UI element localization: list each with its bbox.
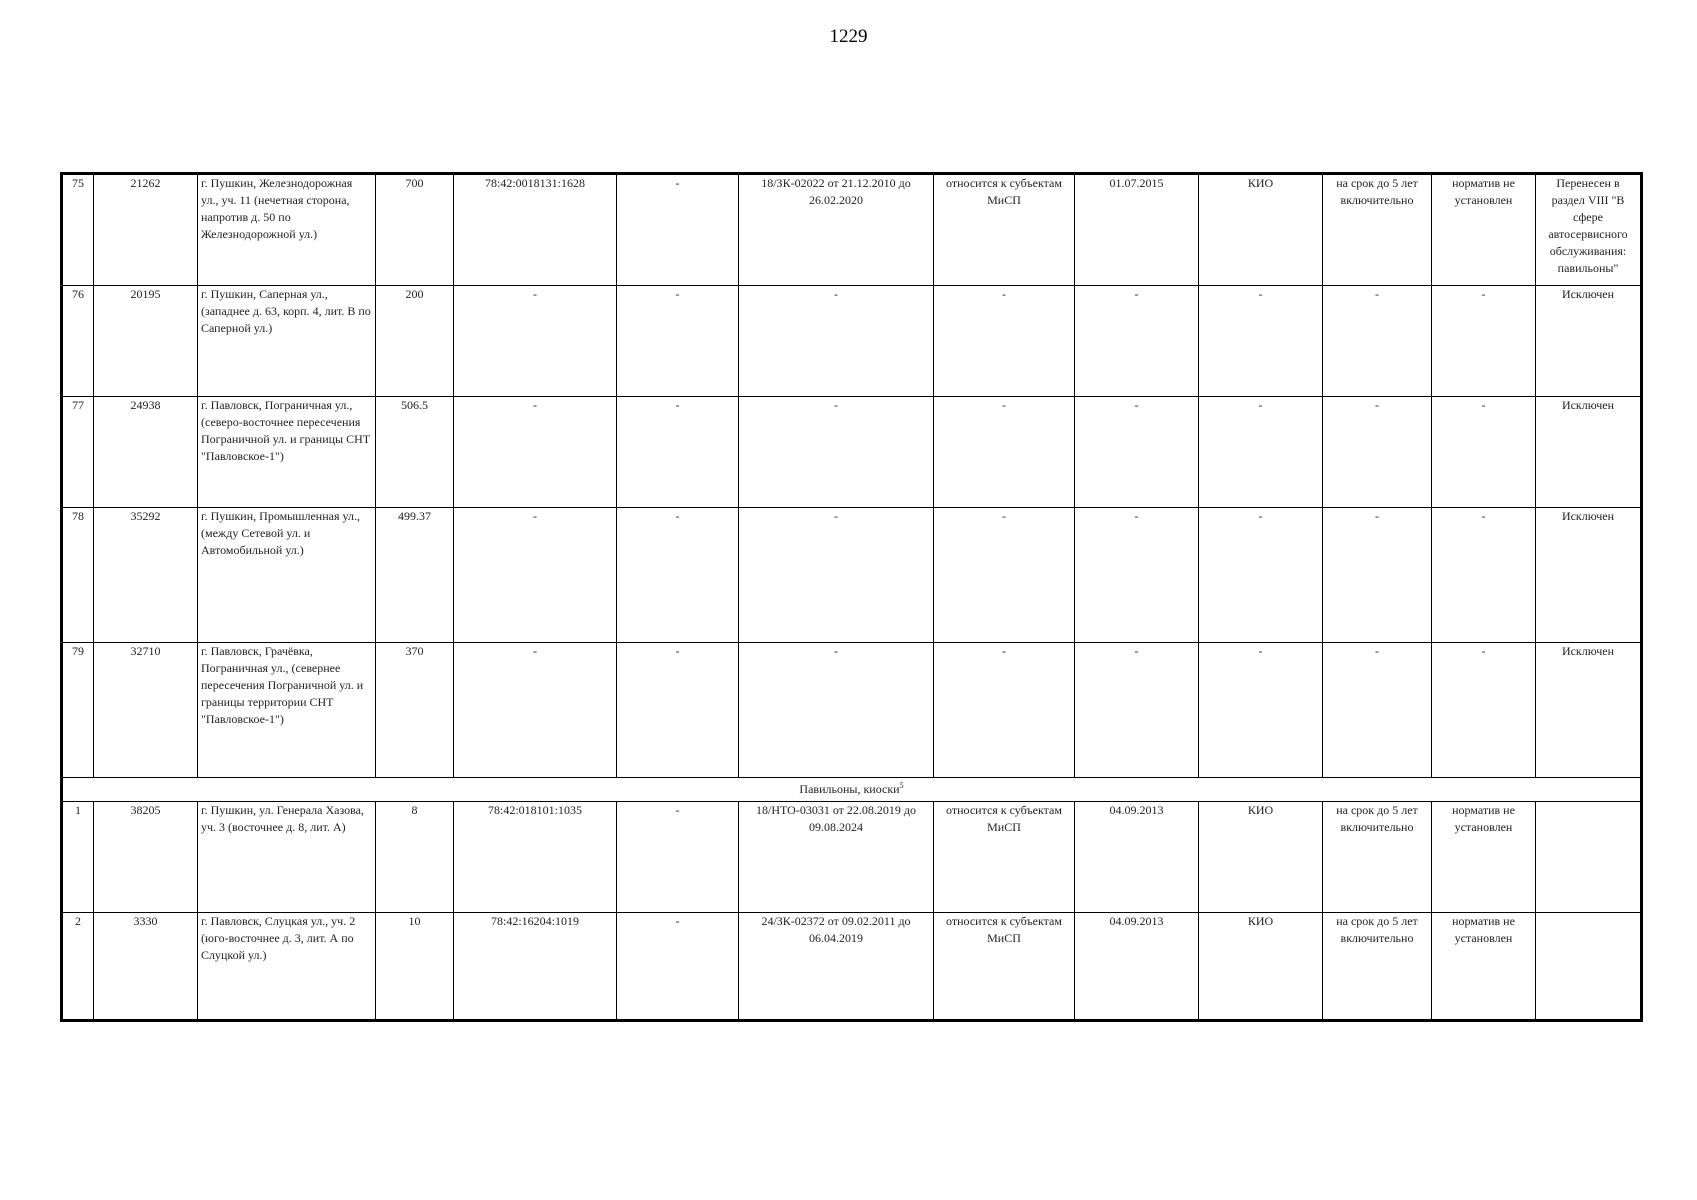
cell-date: - bbox=[1075, 508, 1199, 643]
section-title: Павильоны, киоски bbox=[799, 782, 900, 796]
cell-contract: - bbox=[739, 508, 934, 643]
cell-num: 78 bbox=[62, 508, 94, 643]
cell-col6: - bbox=[617, 643, 739, 778]
cell-num: 76 bbox=[62, 286, 94, 397]
table-row bbox=[62, 913, 1642, 1021]
cell-date: 04.09.2013 bbox=[1075, 802, 1199, 913]
cell-note: Исключен bbox=[1536, 643, 1642, 778]
cell-cadastral: 78:42:0018131:1628 bbox=[454, 174, 617, 286]
cell-organ: - bbox=[1199, 643, 1323, 778]
cell-col6: - bbox=[617, 397, 739, 508]
cell-contract: - bbox=[739, 643, 934, 778]
cell-cadastral: 78:42:16204:1019 bbox=[454, 913, 617, 1021]
cell-cadastral: - bbox=[454, 643, 617, 778]
cell-norm: - bbox=[1432, 286, 1536, 397]
cell-norm: норматив не установлен bbox=[1432, 913, 1536, 1021]
cell-note bbox=[1536, 913, 1642, 1021]
cell-num: 1 bbox=[62, 802, 94, 913]
cell-area: 370 bbox=[376, 643, 454, 778]
cell-term: - bbox=[1323, 286, 1432, 397]
cell-id: 24938 bbox=[94, 397, 198, 508]
cell-organ: КИО bbox=[1199, 174, 1323, 286]
cell-organ: КИО bbox=[1199, 913, 1323, 1021]
cell-date: 01.07.2015 bbox=[1075, 174, 1199, 286]
table-row bbox=[62, 286, 1642, 397]
cell-norm: норматив не установлен bbox=[1432, 174, 1536, 286]
cell-area: 700 bbox=[376, 174, 454, 286]
cell-area: 8 bbox=[376, 802, 454, 913]
cell-col6: - bbox=[617, 286, 739, 397]
table-row bbox=[62, 643, 1642, 778]
cell-cadastral: - bbox=[454, 397, 617, 508]
cell-contract: - bbox=[739, 286, 934, 397]
cell-term: на срок до 5 лет включительно bbox=[1323, 913, 1432, 1021]
registry-table bbox=[60, 172, 1643, 1022]
cell-contract: 18/ЗК-02022 от 21.12.2010 до 26.02.2020 bbox=[739, 174, 934, 286]
cell-cadastral: 78:42:018101:1035 bbox=[454, 802, 617, 913]
cell-term: - bbox=[1323, 508, 1432, 643]
cell-contract: - bbox=[739, 397, 934, 508]
cell-organ: КИО bbox=[1199, 802, 1323, 913]
cell-organ: - bbox=[1199, 508, 1323, 643]
cell-norm: - bbox=[1432, 643, 1536, 778]
cell-norm: норматив не установлен bbox=[1432, 802, 1536, 913]
cell-note: Исключен bbox=[1536, 508, 1642, 643]
cell-address: г. Павловск, Пограничная ул., (северо-восточнее пересечения Пограничной ул. и границы СНТ "Павловское-1") bbox=[198, 397, 376, 508]
cell-contract: 24/ЗК-02372 от 09.02.2011 до 06.04.2019 bbox=[739, 913, 934, 1021]
cell-note: Исключен bbox=[1536, 397, 1642, 508]
cell-note: Перенесен в раздел VIII "В сфере автосервисного обслуживания: павильоны" bbox=[1536, 174, 1642, 286]
section-title-cell bbox=[62, 778, 1642, 802]
cell-address: г. Пушкин, Промышленная ул., (между Сетевой ул. и Автомобильной ул.) bbox=[198, 508, 376, 643]
cell-norm: - bbox=[1432, 397, 1536, 508]
cell-msp: - bbox=[934, 508, 1075, 643]
cell-col6: - bbox=[617, 913, 739, 1021]
cell-date: 04.09.2013 bbox=[1075, 913, 1199, 1021]
table-row bbox=[62, 397, 1642, 508]
cell-id: 35292 bbox=[94, 508, 198, 643]
cell-area: 499.37 bbox=[376, 508, 454, 643]
cell-area: 200 bbox=[376, 286, 454, 397]
table-row bbox=[62, 508, 1642, 643]
cell-contract: 18/НТО-03031 от 22.08.2019 до 09.08.2024 bbox=[739, 802, 934, 913]
cell-term: на срок до 5 лет включительно bbox=[1323, 802, 1432, 913]
cell-address: г. Пушкин, Железнодорожная ул., уч. 11 (нечетная сторона, напротив д. 50 по Железнодорожной ул.) bbox=[198, 174, 376, 286]
cell-term: - bbox=[1323, 397, 1432, 508]
cell-id: 21262 bbox=[94, 174, 198, 286]
cell-id: 32710 bbox=[94, 643, 198, 778]
cell-date: - bbox=[1075, 286, 1199, 397]
section-footnote: 5 bbox=[899, 781, 904, 790]
cell-cadastral: - bbox=[454, 508, 617, 643]
cell-norm: - bbox=[1432, 508, 1536, 643]
cell-organ: - bbox=[1199, 397, 1323, 508]
cell-date: - bbox=[1075, 397, 1199, 508]
cell-msp: относится к субъектам МиСП bbox=[934, 913, 1075, 1021]
cell-address: г. Павловск, Грачёвка, Пограничная ул., (севернее пересечения Пограничной ул. и границы территории СНТ "Павловское-1") bbox=[198, 643, 376, 778]
cell-id: 38205 bbox=[94, 802, 198, 913]
cell-col6: - bbox=[617, 174, 739, 286]
page-number: 1229 bbox=[829, 26, 868, 47]
cell-msp: - bbox=[934, 397, 1075, 508]
table-row bbox=[62, 802, 1642, 913]
cell-num: 2 bbox=[62, 913, 94, 1021]
cell-num: 75 bbox=[62, 174, 94, 286]
cell-msp: - bbox=[934, 286, 1075, 397]
cell-term: - bbox=[1323, 643, 1432, 778]
cell-msp: относится к субъектам МиСП bbox=[934, 174, 1075, 286]
cell-num: 79 bbox=[62, 643, 94, 778]
cell-date: - bbox=[1075, 643, 1199, 778]
cell-id: 3330 bbox=[94, 913, 198, 1021]
cell-area: 10 bbox=[376, 913, 454, 1021]
cell-note bbox=[1536, 802, 1642, 913]
cell-area: 506.5 bbox=[376, 397, 454, 508]
cell-col6: - bbox=[617, 508, 739, 643]
cell-msp: относится к субъектам МиСП bbox=[934, 802, 1075, 913]
section-row bbox=[62, 778, 1642, 802]
cell-address: г. Пушкин, ул. Генерала Хазова, уч. 3 (восточнее д. 8, лит. А) bbox=[198, 802, 376, 913]
cell-id: 20195 bbox=[94, 286, 198, 397]
cell-cadastral: - bbox=[454, 286, 617, 397]
cell-num: 77 bbox=[62, 397, 94, 508]
cell-address: г. Павловск, Слуцкая ул., уч. 2 (юго-восточнее д. 3, лит. А по Слуцкой ул.) bbox=[198, 913, 376, 1021]
table-row bbox=[62, 174, 1642, 286]
cell-organ: - bbox=[1199, 286, 1323, 397]
cell-note: Исключен bbox=[1536, 286, 1642, 397]
cell-term: на срок до 5 лет включительно bbox=[1323, 174, 1432, 286]
cell-address: г. Пушкин, Саперная ул., (западнее д. 63, корп. 4, лит. В по Саперной ул.) bbox=[198, 286, 376, 397]
cell-msp: - bbox=[934, 643, 1075, 778]
cell-col6: - bbox=[617, 802, 739, 913]
